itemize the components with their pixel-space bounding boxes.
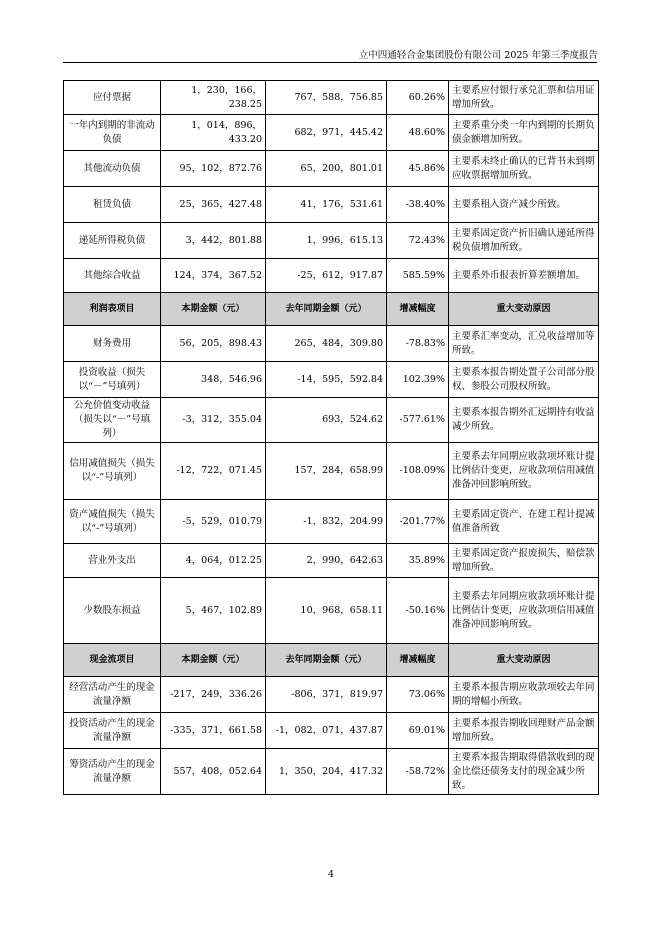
cell-current: -335，371，661.58 <box>161 713 266 749</box>
cell-current: 4，064，012.25 <box>161 544 266 578</box>
cell-reason: 主要系应付银行承兑汇票和信用证增加所致。 <box>449 81 599 115</box>
cell-reason: 主要系重分类一年内到期的长期负债金额增加所致。 <box>449 115 599 151</box>
cell-reason: 主要系汇率变动，汇兑收益增加等所致。 <box>449 326 599 362</box>
cell-change: -78.83% <box>387 326 449 362</box>
cell-current: -12，722，071.45 <box>161 443 266 500</box>
table-row <box>64 187 599 223</box>
table-row <box>64 749 599 795</box>
cell-current: 25，365，427.48 <box>161 187 266 223</box>
table-row <box>64 443 599 500</box>
cell-reason: 主要系固定资产、在建工程计提减值准备所致 <box>449 500 599 544</box>
cell-item: 其他综合收益 <box>64 259 161 293</box>
cell-change: -50.16% <box>387 578 449 644</box>
cell-current: 56，205，898.43 <box>161 326 266 362</box>
table-row <box>64 115 599 151</box>
cell-prior: 10，968，658.11 <box>266 578 387 644</box>
cell-change: -108.09% <box>387 443 449 500</box>
cell-change: -58.72% <box>387 749 449 795</box>
cell-change: -577.61% <box>387 398 449 443</box>
table-row <box>64 398 599 443</box>
column-header-reason: 重大变动原因 <box>449 293 599 326</box>
cell-change: 60.26% <box>387 81 449 115</box>
table-row <box>64 259 599 293</box>
table-header-row <box>64 293 599 326</box>
cell-current: 124，374，367.52 <box>161 259 266 293</box>
table-header-row <box>64 644 599 677</box>
column-header-current: 本期金额（元） <box>161 293 266 326</box>
cell-current: -217，249，336.26 <box>161 677 266 713</box>
table-row <box>64 544 599 578</box>
column-header-item: 现金流项目 <box>64 644 161 677</box>
balance-sheet-section <box>64 81 599 293</box>
cell-prior: -1，082，071，437.87 <box>266 713 387 749</box>
cell-prior: -806，371，819.97 <box>266 677 387 713</box>
cell-current: -3，312，355.04 <box>161 398 266 443</box>
cell-current: 348，546.96 <box>161 362 266 398</box>
header-divider <box>63 62 597 63</box>
cell-change: 69.01% <box>387 713 449 749</box>
cell-item: 少数股东损益 <box>64 578 161 644</box>
cell-current: 1，014，896，433.20 <box>161 115 266 151</box>
column-header-change: 增减幅度 <box>387 293 449 326</box>
cell-prior: -1，832，204.99 <box>266 500 387 544</box>
table-row <box>64 81 599 115</box>
cell-item: 递延所得税负债 <box>64 223 161 259</box>
cell-prior: 1，350，204，417.32 <box>266 749 387 795</box>
table-row <box>64 326 599 362</box>
column-header-item: 利润表项目 <box>64 293 161 326</box>
cell-current: 3，442，801.88 <box>161 223 266 259</box>
cell-item: 投资收益（损失以“－”号填列） <box>64 362 161 398</box>
cell-prior: 265，484，309.80 <box>266 326 387 362</box>
cell-current: 5，467，102.89 <box>161 578 266 644</box>
table-row <box>64 223 599 259</box>
column-header-prior: 去年同期金额（元） <box>266 644 387 677</box>
cell-prior: -14，595，592.84 <box>266 362 387 398</box>
cell-item: 资产减值损失（损失以“-”号填列） <box>64 500 161 544</box>
table-row <box>64 151 599 187</box>
cell-item: 筹资活动产生的现金流量净额 <box>64 749 161 795</box>
cell-item: 投资活动产生的现金流量净额 <box>64 713 161 749</box>
cash-flow-section <box>64 644 599 795</box>
cell-item: 一年内到期的非流动负债 <box>64 115 161 151</box>
column-header-prior: 去年同期金额（元） <box>266 293 387 326</box>
cell-change: 585.59% <box>387 259 449 293</box>
cell-prior: 767，588，756.85 <box>266 81 387 115</box>
cell-change: 45.86% <box>387 151 449 187</box>
table-row <box>64 677 599 713</box>
cell-reason: 主要系外币报表折算差额增加。 <box>449 259 599 293</box>
cell-prior: 1，996，615.13 <box>266 223 387 259</box>
column-header-reason: 重大变动原因 <box>449 644 599 677</box>
page-number: 4 <box>327 869 335 880</box>
cell-current: 557，408，052.64 <box>161 749 266 795</box>
cell-change: 48.60% <box>387 115 449 151</box>
table-row <box>64 713 599 749</box>
table-row <box>64 578 599 644</box>
cell-item: 公允价值变动收益（损失以“－”号填列） <box>64 398 161 443</box>
cell-prior: 693，524.62 <box>266 398 387 443</box>
cell-prior: 682，971，445.42 <box>266 115 387 151</box>
cell-change: -201.77% <box>387 500 449 544</box>
cell-change: 102.39% <box>387 362 449 398</box>
cell-current: -5，529，010.79 <box>161 500 266 544</box>
cell-item: 其他流动负债 <box>64 151 161 187</box>
cell-reason: 主要系本报告期外汇远期持有收益减少所致。 <box>449 398 599 443</box>
cell-reason: 主要系本报告期处置子公司部分股权、参股公司股权所致。 <box>449 362 599 398</box>
report-header: 立中四通轻合金集团股份有限公司 2025 年第三季度报告 <box>358 50 598 61</box>
cell-reason: 主要系本报告期取得借款收到的现金比偿还债务支付的现金减少所致。 <box>449 749 599 795</box>
income-statement-section <box>64 293 599 644</box>
cell-current: 95，102，872.76 <box>161 151 266 187</box>
cell-item: 财务费用 <box>64 326 161 362</box>
cell-reason: 主要系去年同期应收款项坏账计提比例估计变更，应收款项信用减值准备冲回影响所致。 <box>449 443 599 500</box>
cell-reason: 主要系固定资产报废损失、赔偿款增加所致。 <box>449 544 599 578</box>
cell-change: 73.06% <box>387 677 449 713</box>
cell-item: 应付票据 <box>64 81 161 115</box>
cell-reason: 主要系租入资产减少所致。 <box>449 187 599 223</box>
cell-item: 营业外支出 <box>64 544 161 578</box>
cell-reason: 主要系本报告期应收款项较去年同期的增幅小所致。 <box>449 677 599 713</box>
cell-current: 1，230，166，238.25 <box>161 81 266 115</box>
table-row <box>64 362 599 398</box>
cell-item: 经营活动产生的现金流量净额 <box>64 677 161 713</box>
cell-change: 35.89% <box>387 544 449 578</box>
change-analysis-table <box>63 80 599 795</box>
table-row <box>64 500 599 544</box>
cell-prior: 2，990，642.63 <box>266 544 387 578</box>
cell-change: 72.43% <box>387 223 449 259</box>
cell-item: 信用减值损失（损失以“-”号填列） <box>64 443 161 500</box>
cell-prior: -25，612，917.87 <box>266 259 387 293</box>
column-header-change: 增减幅度 <box>387 644 449 677</box>
cell-reason: 主要系去年同期应收款项坏账计提比例估计变更，应收款项信用减值准备冲回影响所致。 <box>449 578 599 644</box>
cell-prior: 157，284，658.99 <box>266 443 387 500</box>
cell-prior: 41，176，531.61 <box>266 187 387 223</box>
cell-item: 租赁负债 <box>64 187 161 223</box>
cell-reason: 主要系未终止确认的已背书未到期应收票据增加所致。 <box>449 151 599 187</box>
cell-change: -38.40% <box>387 187 449 223</box>
cell-reason: 主要系固定资产折旧确认递延所得税负债增加所致。 <box>449 223 599 259</box>
cell-prior: 65，200，801.01 <box>266 151 387 187</box>
cell-reason: 主要系本报告期收回理财产品金额增加所致。 <box>449 713 599 749</box>
column-header-current: 本期金额（元） <box>161 644 266 677</box>
